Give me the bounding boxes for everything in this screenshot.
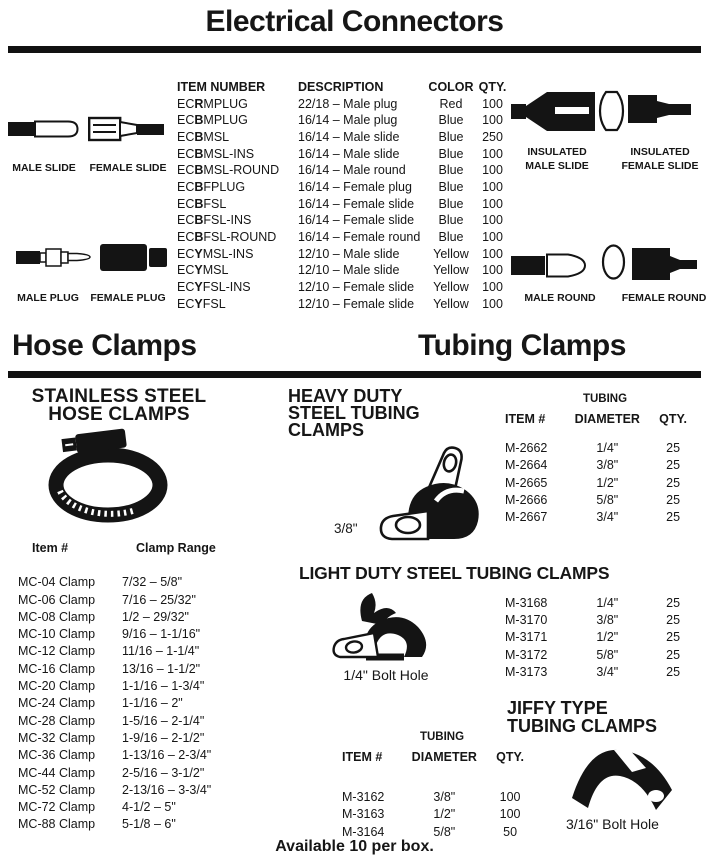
table-cell: 13/16 – 1-1/2" xyxy=(122,661,201,676)
female-round-image xyxy=(632,246,698,287)
light-duty-clamp-image xyxy=(332,587,444,670)
table-cell: M-3171 xyxy=(505,630,548,645)
table-cell: MC-88 Clamp xyxy=(18,817,96,832)
table-cell: 3/4" xyxy=(596,664,619,679)
table-cell: 16/14 – Female slide xyxy=(298,213,415,228)
table-header-row xyxy=(14,540,226,557)
table-row xyxy=(177,179,509,196)
table-cell: 100 xyxy=(482,196,503,211)
table-row xyxy=(177,262,509,279)
table-cell: 12/10 – Male slide xyxy=(298,246,400,261)
table-row xyxy=(500,457,695,474)
table-cell: 25 xyxy=(666,630,681,645)
table-cell: 100 xyxy=(482,229,503,244)
hose-table-body xyxy=(14,574,226,833)
column-header-item-number: ITEM NUMBER xyxy=(177,80,266,94)
table-cell: 1/2" xyxy=(596,630,619,645)
table-cell: 5-1/8 – 6" xyxy=(122,817,176,832)
table-cell: 16/14 – Male round xyxy=(298,163,406,178)
table-cell: 5/8" xyxy=(596,492,619,507)
table-cell: Red xyxy=(439,96,463,111)
title-line: JIFFY TYPE xyxy=(507,698,608,718)
table-row xyxy=(14,661,226,678)
table-cell: M-2666 xyxy=(505,492,548,507)
table-row xyxy=(500,475,695,492)
table-row xyxy=(14,713,226,730)
table-row xyxy=(177,246,509,263)
table-cell: 3/8" xyxy=(433,790,456,805)
title-line: HEAVY DUTY xyxy=(288,386,403,406)
table-row xyxy=(177,296,509,313)
table-cell: M-2665 xyxy=(505,475,548,490)
table-header-row xyxy=(337,749,532,766)
table-cell: MC-28 Clamp xyxy=(18,713,96,728)
label-line: INSULATED xyxy=(630,146,690,158)
table-row xyxy=(14,799,226,816)
table-cell: 12/10 – Female slide xyxy=(298,296,415,311)
table-row xyxy=(177,279,509,296)
table-row xyxy=(14,782,226,799)
table-cell: 1-9/16 – 2-1/2" xyxy=(122,730,205,745)
table-cell: ECBFSL-INS xyxy=(177,213,252,228)
male-plug-label: MALE PLUG xyxy=(17,292,79,304)
table-cell: 1/4" xyxy=(596,596,619,610)
heavy-duty-table-body xyxy=(500,440,695,526)
insulated-female-slide-image xyxy=(628,93,692,130)
heavy-duty-clamp-image xyxy=(378,441,502,548)
column-header-qty: QTY. xyxy=(659,412,687,426)
label-line: MALE SLIDE xyxy=(525,160,589,172)
tubing-column-group-label: TUBING xyxy=(582,393,628,405)
table-cell: M-3163 xyxy=(342,807,385,822)
table-cell: MC-12 Clamp xyxy=(18,644,96,659)
table-cell: 2-13/16 – 3-3/4" xyxy=(122,782,212,797)
male-round-image xyxy=(511,249,593,287)
column-header-description: DESCRIPTION xyxy=(298,80,384,94)
table-cell: 100 xyxy=(482,179,503,194)
table-row xyxy=(14,695,226,712)
table-row xyxy=(500,595,695,612)
table-cell: MC-10 Clamp xyxy=(18,627,96,642)
table-cell: Blue xyxy=(438,179,464,194)
table-cell: 25 xyxy=(666,475,681,490)
table-row xyxy=(177,162,509,179)
table-row xyxy=(500,509,695,526)
table-cell: 11/16 – 1-1/4" xyxy=(122,644,200,659)
table-cell: 3/8" xyxy=(596,613,619,628)
table-cell: M-2662 xyxy=(505,441,548,456)
jiffy-table-body xyxy=(337,789,532,841)
top-section-divider xyxy=(8,46,701,53)
table-row xyxy=(177,229,509,246)
table-cell: M-3162 xyxy=(342,790,385,805)
tubing-column-group-label: TUBING xyxy=(419,731,465,743)
table-cell: 9/16 – 1-1/16" xyxy=(122,627,201,642)
column-header-color: COLOR xyxy=(428,80,474,94)
column-header-diameter: DIAMETER xyxy=(574,412,640,426)
table-cell: 16/14 – Male slide xyxy=(298,146,400,161)
table-cell: M-3170 xyxy=(505,613,548,628)
heavy-duty-table xyxy=(500,393,695,526)
table-cell: Yellow xyxy=(433,263,469,278)
table-cell: 16/14 – Female plug xyxy=(298,179,412,194)
middle-section-divider xyxy=(8,371,701,378)
column-header-qty: QTY. xyxy=(478,80,507,94)
label-line: FEMALE SLIDE xyxy=(621,160,699,172)
table-cell: M-3173 xyxy=(505,664,548,679)
male-slide-label: MALE SLIDE xyxy=(12,162,76,174)
table-row xyxy=(14,765,226,782)
table-row xyxy=(337,806,532,823)
light-duty-table xyxy=(500,595,695,681)
table-cell: 3/4" xyxy=(596,510,619,525)
table-cell: Blue xyxy=(438,163,464,178)
table-row xyxy=(177,96,509,113)
table-cell: Yellow xyxy=(433,296,469,311)
table-cell: ECRMPLUG xyxy=(177,96,248,111)
table-cell: 1-1/16 – 2" xyxy=(122,696,183,711)
table-cell: 100 xyxy=(482,213,503,228)
table-cell: M-3172 xyxy=(505,647,548,662)
table-cell: 50 xyxy=(503,824,518,839)
hose-clamps-section-title: Hose Clamps xyxy=(12,329,197,362)
table-cell: 250 xyxy=(482,129,503,144)
table-cell: ECBFSL-ROUND xyxy=(177,229,277,244)
jiffy-bolt-hole-caption: 3/16" Bolt Hole xyxy=(566,816,659,832)
table-row xyxy=(177,146,509,163)
table-cell: 1/4" xyxy=(596,441,619,456)
insulated-female-slide-label xyxy=(618,145,702,173)
table-cell: ECBFPLUG xyxy=(177,179,246,194)
table-cell: 100 xyxy=(482,163,503,178)
table-cell: ECBMPLUG xyxy=(177,113,248,128)
table-header-row xyxy=(500,411,695,428)
table-cell: Blue xyxy=(438,146,464,161)
table-row xyxy=(14,592,226,609)
table-cell: MC-52 Clamp xyxy=(18,782,96,797)
table-cell: 25 xyxy=(666,458,681,473)
female-slide-image xyxy=(88,114,165,149)
table-cell: Blue xyxy=(438,196,464,211)
heavy-duty-size-caption: 3/8" xyxy=(334,521,358,536)
table-cell: MC-16 Clamp xyxy=(18,661,96,676)
table-cell: ECBMSL-INS xyxy=(177,146,255,161)
table-row xyxy=(177,212,509,229)
table-cell: 7/32 – 5/8" xyxy=(122,575,183,590)
table-cell: MC-36 Clamp xyxy=(18,748,96,763)
table-cell: MC-32 Clamp xyxy=(18,730,96,745)
label-line: INSULATED xyxy=(527,146,587,158)
table-cell: M-3164 xyxy=(342,824,385,839)
page-title: Electrical Connectors xyxy=(205,5,504,38)
column-header-clamp-range: Clamp Range xyxy=(136,541,216,555)
table-row xyxy=(500,492,695,509)
table-row xyxy=(14,643,226,660)
table-row xyxy=(14,730,226,747)
table-cell: 5/8" xyxy=(596,647,619,662)
table-cell: 4-1/2 – 5" xyxy=(122,800,176,815)
stainless-steel-hose-clamps-title xyxy=(0,388,238,424)
table-row xyxy=(177,129,509,146)
table-row xyxy=(14,678,226,695)
title-line: TUBING CLAMPS xyxy=(507,716,657,736)
table-row xyxy=(337,789,532,806)
tubing-clamps-section-title: Tubing Clamps xyxy=(418,329,626,362)
table-row xyxy=(14,816,226,833)
table-cell: 12/10 – Male slide xyxy=(298,263,400,278)
table-cell: 100 xyxy=(499,807,521,822)
column-header-qty: QTY. xyxy=(496,750,524,764)
table-header-row xyxy=(177,79,509,96)
table-cell: 25 xyxy=(666,596,681,610)
table-cell: 100 xyxy=(482,113,503,128)
female-plug-image xyxy=(100,241,168,278)
table-row xyxy=(500,664,695,681)
table-row xyxy=(14,747,226,764)
table-cell: Yellow xyxy=(433,279,469,294)
table-cell: 16/14 – Male slide xyxy=(298,129,400,144)
table-cell: 100 xyxy=(482,246,503,261)
table-cell: 100 xyxy=(482,296,503,311)
female-plug-label: FEMALE PLUG xyxy=(90,292,166,304)
table-cell: 25 xyxy=(666,441,681,456)
table-cell: ECYMSL-INS xyxy=(177,246,254,261)
table-cell: MC-72 Clamp xyxy=(18,800,96,815)
table-cell: 100 xyxy=(482,96,503,111)
table-cell: 1/2" xyxy=(433,807,456,822)
table-cell: 25 xyxy=(666,647,681,662)
heavy-duty-title xyxy=(288,388,420,439)
male-plug-image xyxy=(16,242,92,277)
table-cell: 16/14 – Female round xyxy=(298,229,421,244)
table-cell: 12/10 – Female slide xyxy=(298,279,415,294)
table-row xyxy=(177,196,509,213)
electrical-table-body xyxy=(177,96,509,313)
hose-clamp-image xyxy=(46,427,170,530)
table-cell: 16/14 – Female slide xyxy=(298,196,415,211)
table-cell: Blue xyxy=(438,113,464,128)
table-cell: M-2664 xyxy=(505,458,548,473)
table-cell: ECBMSL-ROUND xyxy=(177,163,280,178)
table-cell: 2-5/16 – 3-1/2" xyxy=(122,765,205,780)
table-cell: Blue xyxy=(438,129,464,144)
table-cell: 7/16 – 25/32" xyxy=(122,592,196,607)
title-line: HOSE CLAMPS xyxy=(48,404,190,425)
table-cell: ECYFSL xyxy=(177,296,226,311)
column-header-item: ITEM # xyxy=(505,412,546,426)
table-cell: 25 xyxy=(666,510,681,525)
table-row xyxy=(177,112,509,129)
table-cell: M-3168 xyxy=(505,596,548,610)
table-cell: 1/2 – 29/32" xyxy=(122,609,189,624)
table-row xyxy=(500,612,695,629)
table-cell: 25 xyxy=(666,613,681,628)
jiffy-clamp-image xyxy=(570,740,674,823)
table-row xyxy=(500,647,695,664)
table-cell: MC-08 Clamp xyxy=(18,609,96,624)
table-cell: 100 xyxy=(482,146,503,161)
title-line: STAINLESS STEEL xyxy=(31,386,207,407)
table-cell: M-2667 xyxy=(505,510,548,525)
light-duty-title: LIGHT DUTY STEEL TUBING CLAMPS xyxy=(299,563,610,583)
female-slide-label: FEMALE SLIDE xyxy=(89,162,167,174)
table-cell: MC-04 Clamp xyxy=(18,575,96,590)
table-cell: 1-13/16 – 2-3/4" xyxy=(122,748,212,763)
title-line: CLAMPS xyxy=(288,420,364,440)
male-round-label: MALE ROUND xyxy=(524,292,596,304)
table-cell: Blue xyxy=(438,229,464,244)
column-header-diameter: DIAMETER xyxy=(411,750,477,764)
insulated-male-slide-image xyxy=(511,88,597,139)
table-cell: 1/2" xyxy=(596,475,619,490)
insulated-male-slide-label xyxy=(519,145,595,173)
jiffy-title xyxy=(507,699,657,735)
availability-note: Available 10 per box. xyxy=(275,838,434,855)
light-duty-table-body xyxy=(500,595,695,681)
table-row xyxy=(500,629,695,646)
electrical-connectors-table xyxy=(177,79,509,312)
table-cell: 1-5/16 – 2-1/4" xyxy=(122,713,205,728)
table-cell: MC-06 Clamp xyxy=(18,592,96,607)
table-cell: 25 xyxy=(666,664,681,679)
table-row xyxy=(14,609,226,626)
table-cell: 100 xyxy=(482,279,503,294)
table-cell: 3/8" xyxy=(596,458,619,473)
table-cell: ECYFSL-INS xyxy=(177,279,251,294)
table-cell: 100 xyxy=(499,790,521,805)
table-row xyxy=(500,440,695,457)
table-cell: MC-24 Clamp xyxy=(18,696,96,711)
column-header-item: Item # xyxy=(32,541,69,555)
table-cell: 25 xyxy=(666,492,681,507)
column-header-item: ITEM # xyxy=(342,750,383,764)
table-cell: Yellow xyxy=(433,246,469,261)
table-cell: ECYMSL xyxy=(177,263,229,278)
table-cell: ECBMSL xyxy=(177,129,230,144)
table-cell: ECBFSL xyxy=(177,196,227,211)
table-cell: 16/14 – Male plug xyxy=(298,113,398,128)
table-cell: 1-1/16 – 1-3/4" xyxy=(122,679,205,694)
jiffy-table xyxy=(337,731,532,841)
table-cell: MC-44 Clamp xyxy=(18,765,96,780)
table-row xyxy=(14,574,226,591)
table-cell: 22/18 – Male plug xyxy=(298,96,398,111)
light-duty-bolt-hole-caption: 1/4" Bolt Hole xyxy=(343,667,429,683)
male-slide-image xyxy=(8,114,80,149)
table-cell: MC-20 Clamp xyxy=(18,679,96,694)
hose-clamps-table xyxy=(14,540,226,834)
table-row xyxy=(14,626,226,643)
title-line: STEEL TUBING xyxy=(288,403,420,423)
female-round-label: FEMALE ROUND xyxy=(621,292,707,304)
insulator-cap-image xyxy=(598,90,625,137)
round-insulator-cap-image xyxy=(601,243,626,286)
table-cell: 5/8" xyxy=(433,824,456,839)
table-cell: Blue xyxy=(438,213,464,228)
table-cell: 100 xyxy=(482,263,503,278)
